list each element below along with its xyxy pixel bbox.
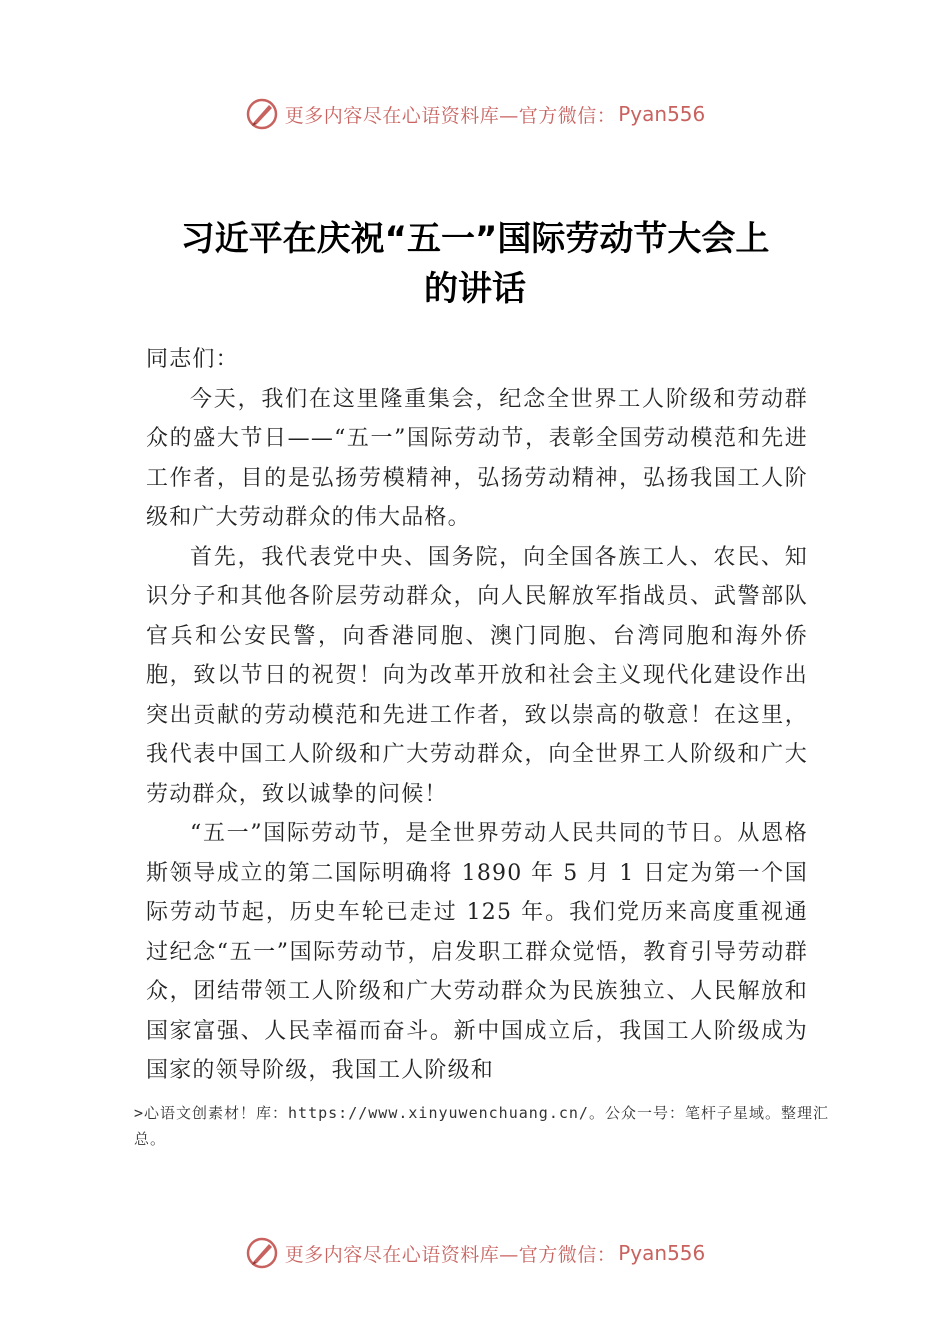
banner-wechat-id: Pyan556 <box>618 102 706 126</box>
title-line-1: 习近平在庆祝“五一”国际劳动节大会上 <box>180 219 770 259</box>
pen-circle-icon <box>245 97 279 131</box>
pen-circle-icon <box>245 1236 279 1270</box>
banner-text: 更多内容尽在心语资料库—官方微信： <box>284 104 617 127</box>
banner-wechat-id: Pyan556 <box>618 1241 706 1265</box>
bottom-watermark-banner <box>0 1233 950 1273</box>
paragraph-1: 今天，我们在这里隆重集会，纪念全世界工人阶级和劳动群众的盛大节日——“五一”国际劳动节，表彰全国劳动模范和先进工作者，目的是弘扬劳模精神，弘扬劳动精神，弘扬我国工人阶级和广大劳动群众的伟大品格。 <box>146 386 808 530</box>
footnote: >心语文创素材！库：https://www.xinyuwenchuang.cn/。公众一号：笔杆子星域。整理汇总。 <box>134 1104 829 1148</box>
title-line-2: 的讲话 <box>424 269 526 309</box>
document-title <box>140 214 810 314</box>
paragraph-3: “五一”国际劳动节，是全世界劳动人民共同的节日。从恩格斯领导成立的第二国际明确将 1890 年 5 月 1 日定为第一个国际劳动节起，历史车轮已走过 125 年。我们党历来高度重视通过纪念“五一”国际劳动节，启发职工群众觉悟，教育引导劳动群众，团结带领工人阶级和广大劳动群众为民族独立、人民解放和国家富强、人民幸福而奋斗。新中国成立后，我国工人阶级成为国家的领导阶级，我国工人阶级和 <box>146 821 808 1083</box>
paragraph-2: 首先，我代表党中央、国务院，向全国各族工人、农民、知识分子和其他各阶层劳动群众，向人民解放军指战员、武警部队官兵和公安民警，向香港同胞、澳门同胞、台湾同胞和海外侨胞，致以节日的祝贺！向为改革开放和社会主义现代化建设作出突出贡献的劳动模范和先进工作者，致以崇高的敬意！在这里，我代表中国工人阶级和广大劳动群众，向全世界工人阶级和广大劳动群众，致以诚挚的问候！ <box>146 544 808 807</box>
banner-text: 更多内容尽在心语资料库—官方微信： <box>284 1243 617 1266</box>
top-watermark-banner <box>0 94 950 134</box>
document-body <box>146 340 808 1091</box>
salutation: 同志们： <box>146 347 239 372</box>
